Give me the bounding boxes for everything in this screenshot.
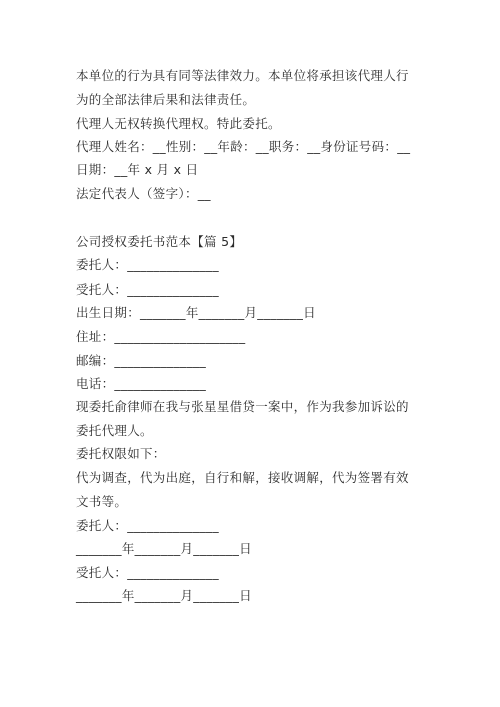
birth-date-line: 出生日期：_______年_______月_______日: [76, 305, 316, 320]
date-line: 日期：__年 x 月 x 日: [76, 162, 199, 177]
text-line: 委托权限如下：: [76, 446, 166, 461]
text-line: 代理人无权转换代理权。特此委托。: [76, 116, 281, 131]
agent-line: 受托人：______________: [76, 282, 219, 297]
text-line: 代为调查，代为出庭，自行和解，接收调解，代为签署有效: [76, 470, 409, 485]
text-line: 现委托俞律师在我与张星星借贷一案中，作为我参加诉讼的: [76, 399, 409, 414]
principal-line: 委托人：______________: [76, 257, 219, 272]
text-line: 本单位的行为具有同等法律效力。本单位将承担该代理人行: [76, 68, 409, 83]
legal-representative-line: 法定代表人（签字）：__: [76, 186, 211, 201]
section-title: 公司授权委托书范本【篇 5】: [76, 234, 243, 249]
address-line: 住址：____________________: [76, 329, 246, 344]
phone-line: 电话：______________: [76, 376, 207, 391]
principal-date-line: _______年_______月_______日: [76, 541, 252, 556]
postcode-line: 邮编：______________: [76, 353, 207, 368]
agent-date-line: _______年_______月_______日: [76, 588, 252, 603]
text-line: 为的全部法律后果和法律责任。: [76, 92, 256, 107]
principal-signature-line: 委托人：______________: [76, 518, 219, 533]
agent-signature-line: 受托人：______________: [76, 565, 219, 580]
text-line: 代理人姓名：__性别：__年龄：__职务：__身份证号码：__: [76, 139, 411, 154]
text-line: 文书等。: [76, 494, 128, 509]
text-line: 委托代理人。: [76, 423, 153, 438]
